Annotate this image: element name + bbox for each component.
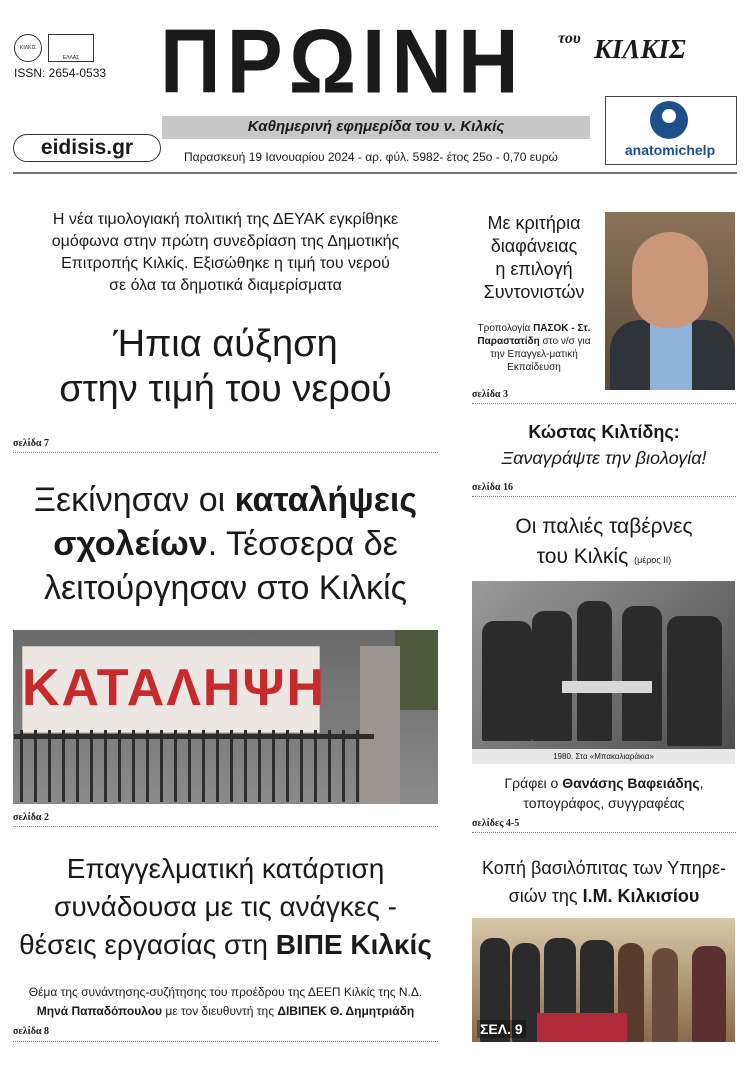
r-story3-title-line: του Κιλκίς [536, 545, 629, 568]
r-story3-part: (μέρος ΙΙ) [634, 555, 672, 565]
masthead-tou: του [558, 30, 581, 47]
photo-figure [622, 606, 662, 741]
seal-text: ΚΙΛΚΙΣ [20, 45, 36, 51]
story2-headline-text: . Τέσσερα δε [207, 525, 398, 563]
issn: ISSN: 2654-0533 [14, 66, 107, 80]
photo-figure [667, 616, 722, 746]
r-story3-page-ref: σελίδες 4-5 [472, 818, 520, 829]
photo-figure [482, 621, 532, 741]
story1-deck-line: σε όλα τα δημοτικά διαμερίσματα [109, 277, 342, 294]
r-story1-sub-bold: ΠΑΣΟΚ - Στ. Παραστατίδη [477, 323, 591, 347]
masthead-city: ΚΙΛΚΙΣ [594, 34, 686, 64]
r-story2-sub: Ξαναγράψτε την βιολογία! [501, 448, 707, 468]
r-story3-byline-text: Γράφει ο [504, 775, 563, 791]
r-story1-sub-text: Τροπολογία [477, 323, 534, 334]
r-story1-sub [472, 322, 596, 374]
story1-headline-line: στην τιμή του νερού [59, 368, 392, 410]
ad-text: anatomichelp [624, 142, 716, 158]
story3-headline-bold: ΒΙΠΕ Κιλκίς [275, 929, 432, 960]
story1-headline-line: Ήπια αύξηση [113, 323, 338, 365]
story3-headline-line: θέσεις εργασίας στη [19, 929, 276, 960]
story1-deck-line: Επιτροπής Κιλκίς. Εξισώθηκε η τιμή του νερού [61, 255, 390, 272]
photo-tree [395, 630, 438, 710]
divider [13, 452, 438, 453]
story3-deck-text: με τον διευθυντή της [162, 1004, 278, 1018]
divider [472, 403, 736, 404]
story3-headline[interactable] [13, 850, 438, 964]
r-story4-title-bold: Ι.Μ. Κιλκισίου [582, 886, 700, 906]
portrait-face [632, 232, 708, 328]
r-story3-byline-line: τοπογράφος, συγγραφέας [523, 795, 685, 811]
photo-table [537, 1013, 627, 1042]
story1-deck-line: ομόφωνα στην πρώτη συνεδρίαση της Δημοτικής [51, 233, 400, 250]
story2-headline-bold: καταλήψεις [234, 481, 418, 519]
photo-figure [532, 611, 572, 741]
divider [13, 826, 438, 827]
r-story1-page-ref: σελίδα 3 [472, 389, 508, 400]
r-story3-byline-text: , [699, 775, 704, 791]
seal-icon [14, 34, 42, 62]
r-story3-byline [472, 773, 736, 813]
photo-figure [577, 601, 612, 741]
story3-deck-line: Θέμα της συνάντησης-συζήτησης του προέδρου της ΔΕΕΠ Κιλκίς της Ν.Δ. [28, 985, 423, 999]
photo-table [562, 681, 652, 693]
r-story1-title-line: η επιλογή [495, 259, 573, 279]
r-story1-title-line: Με κριτήρια [487, 213, 581, 233]
tagline: Καθημερινή εφημερίδα του ν. Κιλκίς [247, 118, 505, 135]
story3-deck-bold: ΔΙΒΙΠΕΚ Θ. Δημητριάδη [277, 1004, 415, 1018]
dateline: Παρασκευή 19 Ιανουαρίου 2024 - αρ. φύλ. 5982- έτος 25ο - 0,70 ευρώ [184, 150, 558, 164]
story3-deck [13, 983, 438, 1021]
photo-page-label: ΣΕΛ. 9 [477, 1020, 526, 1038]
story1-page-ref: σελίδα 7 [13, 438, 49, 449]
story1-deck-line: Η νέα τιμολογιακή πολιτική της ΔΕΥΑΚ εγκρίθηκε [52, 211, 399, 228]
gate-bars [20, 730, 370, 802]
story2-headline[interactable] [13, 478, 438, 610]
story1-deck [13, 209, 438, 297]
story3-page-ref: σελίδα 8 [13, 1026, 49, 1037]
banner-text: ΚΑΤΑΛΗΨΗ [22, 659, 327, 717]
divider [472, 496, 736, 497]
r-story4-title-line: σιών της [508, 886, 583, 906]
story2-headline-text: Ξεκίνησαν οι [33, 481, 235, 519]
story3-headline-line: Επαγγελματική κατάρτιση [66, 853, 385, 884]
tavern-photo-caption: 1980. Στα «Μπακαλιαράκια» [472, 749, 735, 764]
r-story1-sub-text: στο ν/σ για την Επαγγελ-ματική Εκπαίδευση [490, 336, 591, 373]
r-story1-title[interactable] [472, 212, 596, 304]
divider [472, 832, 736, 833]
r-story3-title[interactable] [472, 512, 736, 575]
r-story2-name[interactable]: Κώστας Κιλτίδης: [528, 422, 680, 442]
divider [13, 1041, 438, 1042]
story1-headline[interactable] [13, 322, 438, 412]
r-story3-title-line: Οι παλιές ταβέρνες [515, 515, 693, 538]
story3-headline-line: συνάδουσα με τις ανάγκες - [54, 891, 397, 922]
r-story1-title-line: διαφάνειας [490, 236, 578, 256]
portrait-shirt [650, 320, 692, 390]
story2-headline-text: λειτούργησαν στο Κιλκίς [44, 569, 407, 607]
ad-logo-dot [662, 109, 676, 123]
masthead-title: ΠΡΩΙΝΗ [160, 10, 525, 112]
website-link[interactable]: eidisis.gr [13, 134, 161, 162]
r-story4-title[interactable] [472, 854, 736, 910]
tavern-photo [472, 581, 735, 764]
story2-headline-bold: σχολείων [53, 525, 208, 563]
photo-figure [692, 946, 726, 1042]
stamp-text: ΕΛΛΑΣ [62, 55, 80, 61]
story2-page-ref: σελίδα 2 [13, 812, 49, 823]
r-story3-byline-bold: Θανάσης Βαφειάδης [562, 775, 700, 791]
photo-figure [652, 948, 678, 1042]
story3-deck-bold: Μηνά Παπαδόπουλου [36, 1004, 163, 1018]
stamp-icon [48, 34, 94, 62]
r-story1-title-line: Συντονιστών [483, 282, 585, 302]
r-story4-title-line: Κοπή βασιλόπιτας των Υπηρε- [482, 858, 726, 878]
header-divider [13, 172, 737, 174]
r-story2-page-ref: σελίδα 16 [472, 482, 513, 493]
